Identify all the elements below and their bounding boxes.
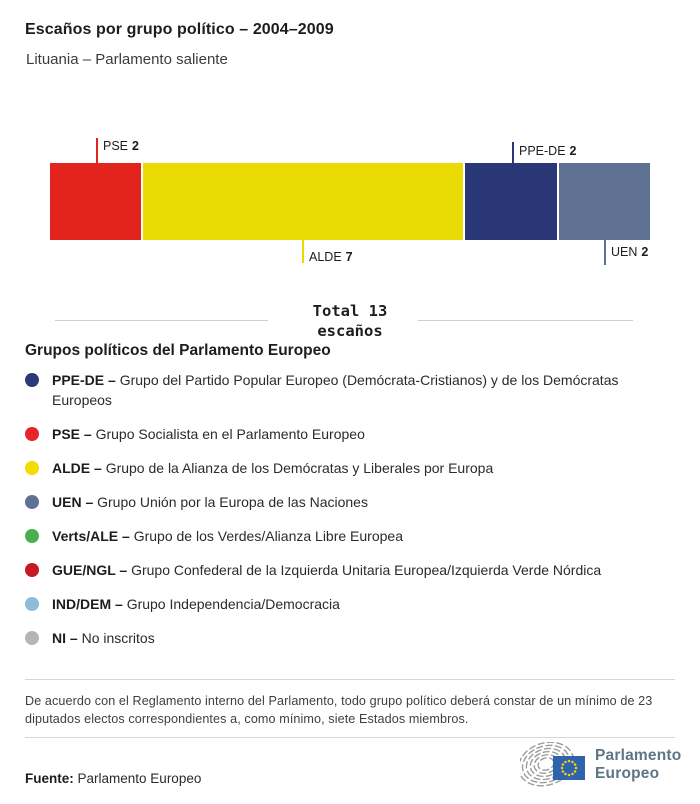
eu-flag-star (568, 774, 571, 777)
uen-label: UEN (611, 245, 638, 259)
eu-flag-star (574, 763, 577, 766)
legend-item-text: UEN – Grupo Unión por la Europa de las Naciones (52, 494, 368, 510)
legend-item-text: PSE – Grupo Socialista en el Parlamento Europeo (52, 426, 365, 442)
legend-item (25, 370, 675, 410)
bar-segment-pse[interactable] (50, 163, 141, 240)
seat-bar (50, 163, 650, 240)
legend-item-text: ALDE – Grupo de la Alianza de los Demócratas y Liberales por Europa (52, 460, 494, 476)
group-color-dot (25, 373, 39, 387)
group-color-dot (25, 563, 39, 577)
legend-heading: Grupos políticos del Parlamento Europeo (25, 342, 331, 359)
total-line2: escaños (317, 321, 383, 340)
ppe-de-callout-label (519, 144, 577, 158)
legend-item (25, 424, 675, 444)
page-subtitle: Lituania – Parlamento saliente (26, 51, 228, 68)
ppe-de-callout-line (512, 142, 514, 163)
pse-label: PSE (103, 139, 129, 153)
legend-item-text: Verts/ALE – Grupo de los Verdes/Alianza Libre Europea (52, 528, 403, 544)
legend-item (25, 492, 675, 512)
source-value: Parlamento Europeo (77, 771, 202, 786)
bar-segment-uen[interactable] (559, 163, 650, 240)
alde-label: ALDE (309, 250, 342, 264)
legend-item (25, 628, 675, 648)
eu-flag-star (575, 767, 578, 770)
legend-item-text: GUE/NGL – Grupo Confederal de la Izquierda Unitaria Europea/Izquierda Verde Nórdica (52, 562, 602, 578)
legend-item (25, 458, 675, 478)
european-parliament-logo (520, 742, 681, 787)
pse-seats: 2 (132, 139, 139, 153)
ep-hemicycle-logo-icon (520, 742, 588, 787)
total-line1: Total 13 (312, 302, 388, 320)
group-color-dot (25, 529, 39, 543)
alde-callout-line (302, 240, 304, 263)
eu-flag-star (571, 773, 574, 776)
pse-callout-label (103, 139, 139, 153)
legend-item (25, 594, 675, 614)
footer-divider-bottom (25, 737, 675, 738)
eu-flag-star (564, 761, 567, 764)
eu-flag-star (564, 773, 567, 776)
legend-item-text: IND/DEM – Grupo Independencia/Democracia (52, 596, 340, 612)
bar-segment-ppe-de[interactable] (465, 163, 556, 240)
ep-logo-text (595, 747, 681, 783)
page-title: Escaños por grupo político – 2004–2009 (25, 21, 334, 38)
eu-flag-star (561, 767, 564, 770)
footnote: De acuerdo con el Reglamento interno del Parlamento, todo grupo político deberá constar de un mínimo de 23 diputados electos correspondientes a, como mínimo, siete Estados miembros. (25, 694, 653, 726)
eu-flag-star (562, 763, 565, 766)
legend-item (25, 560, 675, 580)
eu-flag-star (574, 770, 577, 773)
legend-item-text: NI – No inscritos (52, 630, 155, 646)
source-line (25, 771, 201, 786)
uen-seats: 2 (641, 245, 649, 259)
eu-flag-star (571, 761, 574, 764)
uen-callout-line (604, 240, 606, 265)
group-color-dot (25, 597, 39, 611)
total-seats (0, 302, 700, 341)
ppe-de-label: PPE-DE (519, 144, 566, 158)
footer-divider-top (25, 679, 675, 680)
group-color-dot (25, 495, 39, 509)
ppe-de-seats: 2 (569, 144, 577, 158)
alde-seats: 7 (345, 250, 353, 264)
alde-callout-label (309, 250, 353, 264)
bar-segment-alde[interactable] (143, 163, 463, 240)
source-label: Fuente: (25, 771, 74, 786)
ep-logo-line2: Europeo (595, 764, 660, 782)
group-color-dot (25, 461, 39, 475)
group-color-dot (25, 427, 39, 441)
uen-callout-label (611, 245, 648, 259)
group-color-dot (25, 631, 39, 645)
legend-list (25, 370, 675, 662)
legend-item-text: PPE-DE – Grupo del Partido Popular Europeo (Demócrata-Cristianos) y de los Demócratas Europeos (52, 372, 619, 408)
pse-callout-line (96, 138, 98, 163)
legend-item (25, 526, 675, 546)
eu-flag (553, 756, 585, 780)
eu-flag-star (562, 770, 565, 773)
eu-flag-star (568, 760, 571, 763)
ep-logo-line1: Parlamento (595, 746, 682, 764)
